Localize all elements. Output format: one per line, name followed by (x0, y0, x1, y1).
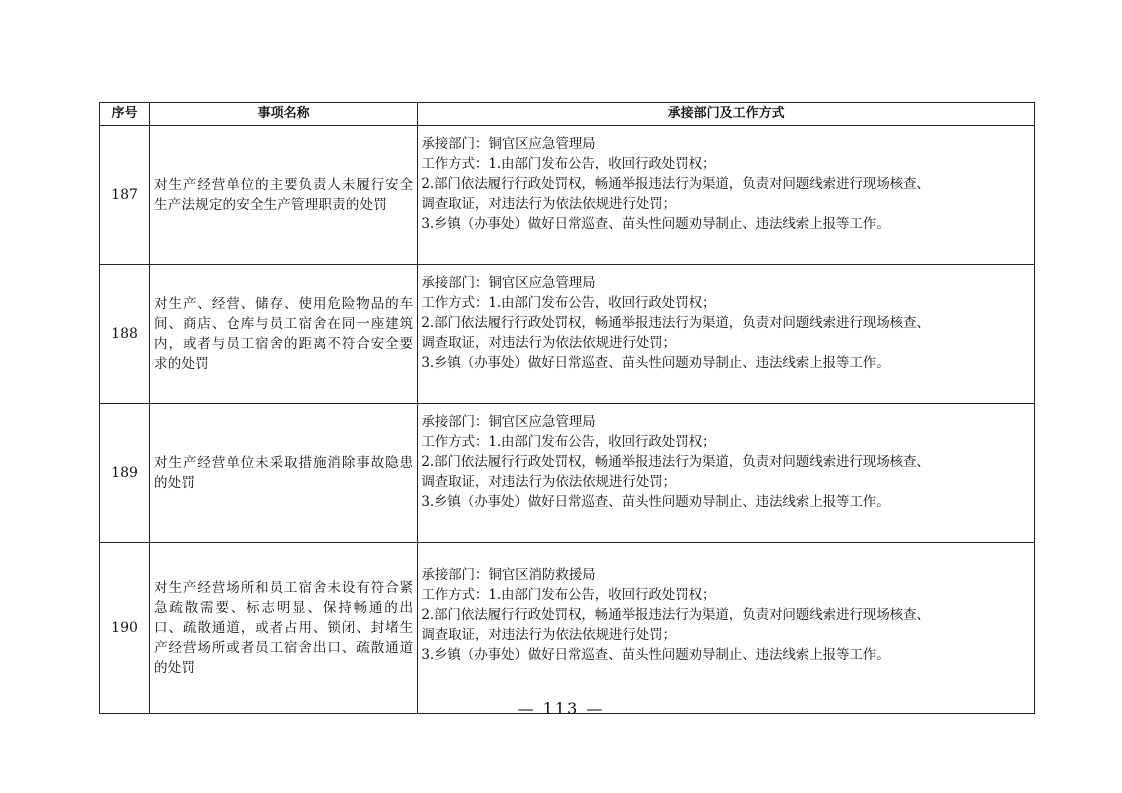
department-line: 承接部门：铜官区应急管理局 (421, 136, 596, 152)
method-line: 2.部门依法履行行政处罚权，畅通举报违法行为渠道，负责对问题线索进行现场核查、 (421, 315, 930, 331)
method-line: 3.乡镇（办事处）做好日常巡查、苗头性问题劝导制止、违法线索上报等工作。 (421, 216, 890, 232)
method-line: 工作方式：1.由部门发布公告，收回行政处罚权； (421, 156, 716, 172)
row-number: 188 (100, 265, 150, 404)
method-line: 3.乡镇（办事处）做好日常巡查、苗头性问题劝导制止、违法线索上报等工作。 (421, 355, 890, 371)
department-line: 承接部门：铜官区消防救援局 (421, 567, 596, 583)
item-name: 对生产经营单位未采取措施消除事故隐患的处罚 (150, 404, 418, 543)
item-name: 对生产经营场所和员工宿舍未设有符合紧急疏散需要、标志明显、保持畅通的出口、疏散通道，或者占用、锁闭、封堵生产经营场所或者员工宿舍出口、疏散通道的处罚 (150, 543, 418, 714)
department-method (418, 126, 1035, 265)
department-method (418, 265, 1035, 404)
table-row (100, 543, 1035, 714)
table-header-row (100, 103, 1035, 126)
method-line: 调查取证，对违法行为依法依规进行处罚； (421, 474, 676, 490)
method-line: 调查取证，对违法行为依法依规进行处罚； (421, 627, 676, 643)
method-line: 2.部门依法履行行政处罚权，畅通举报违法行为渠道，负责对问题线索进行现场核查、 (421, 176, 930, 192)
table-row (100, 265, 1035, 404)
items-table (99, 102, 1035, 714)
item-name: 对生产经营单位的主要负责人未履行安全生产法规定的安全生产管理职责的处罚 (150, 126, 418, 265)
header-department-method: 承接部门及工作方式 (418, 103, 1035, 126)
department-line: 承接部门：铜官区应急管理局 (421, 414, 596, 430)
table-row (100, 126, 1035, 265)
row-number: 187 (100, 126, 150, 265)
method-line: 3.乡镇（办事处）做好日常巡查、苗头性问题劝导制止、违法线索上报等工作。 (421, 494, 890, 510)
department-method (418, 404, 1035, 543)
item-name: 对生产、经营、储存、使用危险物品的车间、商店、仓库与员工宿舍在同一座建筑内，或者与员工宿舍的距离不符合安全要求的处罚 (150, 265, 418, 404)
method-line: 2.部门依法履行行政处罚权，畅通举报违法行为渠道，负责对问题线索进行现场核查、 (421, 454, 930, 470)
header-number: 序号 (100, 103, 150, 126)
method-line: 2.部门依法履行行政处罚权，畅通举报违法行为渠道，负责对问题线索进行现场核查、 (421, 607, 930, 623)
department-line: 承接部门：铜官区应急管理局 (421, 275, 596, 291)
table-row (100, 404, 1035, 543)
method-line: 工作方式：1.由部门发布公告，收回行政处罚权； (421, 587, 716, 603)
method-line: 工作方式：1.由部门发布公告，收回行政处罚权； (421, 434, 716, 450)
row-number: 190 (100, 543, 150, 714)
header-item-name: 事项名称 (150, 103, 418, 126)
department-method (418, 543, 1035, 714)
method-line: 3.乡镇（办事处）做好日常巡查、苗头性问题劝导制止、违法线索上报等工作。 (421, 647, 890, 663)
method-line: 调查取证，对违法行为依法依规进行处罚； (421, 196, 676, 212)
method-line: 工作方式：1.由部门发布公告，收回行政处罚权； (421, 295, 716, 311)
method-line: 调查取证，对违法行为依法依规进行处罚； (421, 335, 676, 351)
page-number: — 113 — (517, 699, 605, 718)
row-number: 189 (100, 404, 150, 543)
